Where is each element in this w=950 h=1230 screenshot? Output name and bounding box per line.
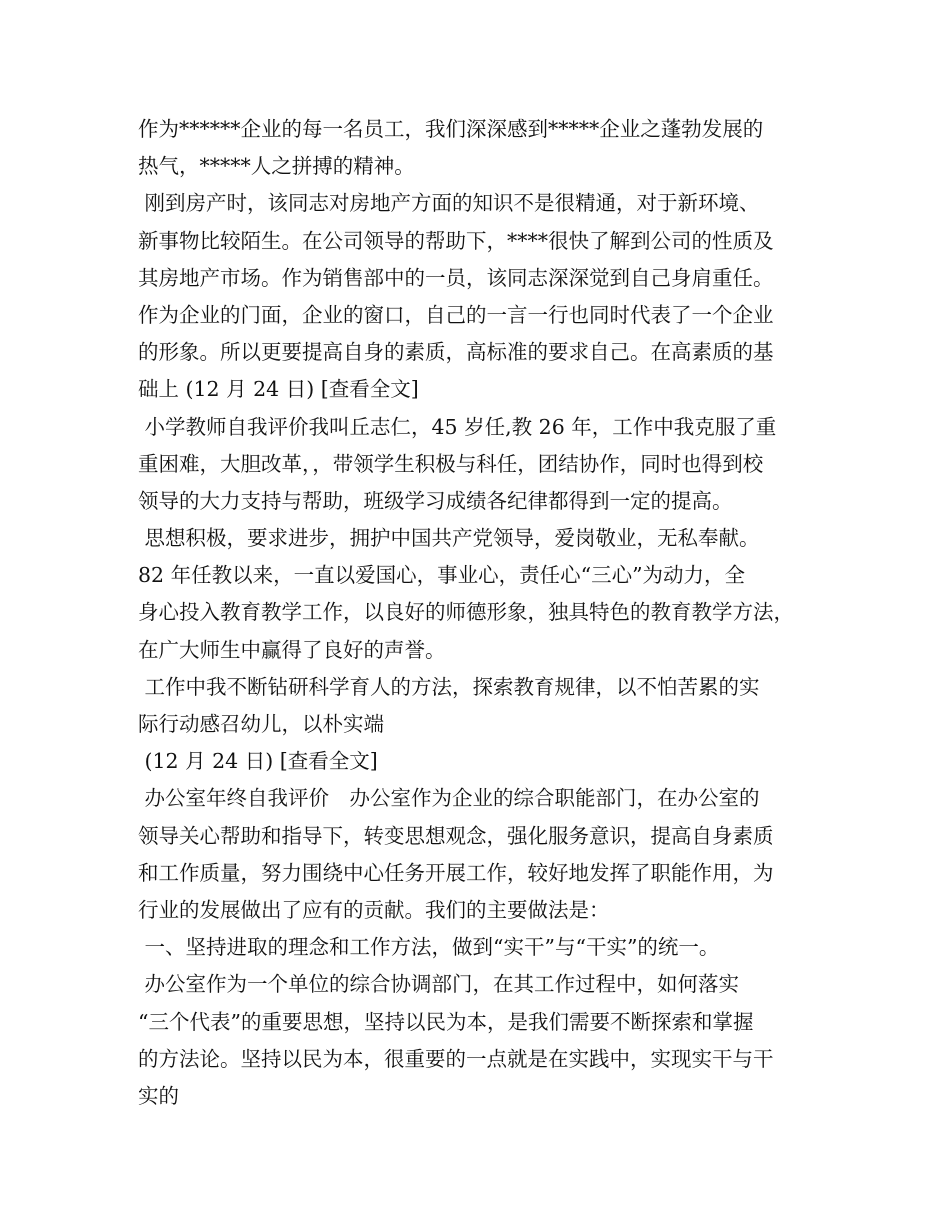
text-line-27: 实的 <box>138 1083 179 1108</box>
text-line-9: 小学教师自我评价我叫丘志仁，45 岁任,教 26 年，工作中我克服了重 <box>138 414 777 439</box>
text-line-11: 领导的大力支持与帮助，班级学习成绩各纪律都得到一定的提高。 <box>138 488 733 513</box>
text-line-26: 的方法论。坚持以民为本，很重要的一点就是在实践中，实现实干与干 <box>138 1046 774 1071</box>
text-line-16: 工作中我不断钻研科学育人的方法，探索教育规律，以不怕苦累的实 <box>138 674 760 699</box>
text-line-23: 一、坚持进取的理念和工作方法，做到“实干”与“干实”的统一。 <box>138 935 720 960</box>
text-line-15: 在广大师生中赢得了良好的声誉。 <box>138 637 446 662</box>
text-line-7: 的形象。所以更要提高自身的素质，高标准的要求自己。在高素质的基 <box>138 340 774 365</box>
text-line-20: 领导关心帮助和指导下，转变思想观念，强化服务意识，提高自身素质 <box>138 823 774 848</box>
text-line-24: 办公室作为一个单位的综合协调部门，在其工作过程中，如何落实 <box>138 972 740 997</box>
text-line-1: 作为******企业的每一名员工，我们深深感到*****企业之蓬勃发展的 <box>138 117 764 141</box>
text-line-8: 础上 (12 月 24 日) [查看全文] <box>138 377 419 402</box>
text-line-2: 热气，*****人之拼搏的精神。 <box>138 154 415 179</box>
document-body <box>138 111 828 1115</box>
text-line-12: 思想积极，要求进步，拥护中国共产党领导，爱岗敬业，无私奉献。 <box>138 526 760 551</box>
text-line-14: 身心投入教育教学工作，以良好的师德形象，独具特色的教育教学方法， <box>138 600 794 625</box>
text-line-18: (12 月 24 日) [查看全文] <box>138 749 378 774</box>
text-line-22: 行业的发展做出了应有的贡献。我们的主要做法是： <box>138 897 610 922</box>
text-line-3: 刚到房产时，该同志对房地产方面的知识不是很精通，对于新环境、 <box>138 191 760 216</box>
text-line-10: 重困难，大胆改革，，带领学生积极与科任，团结协作，同时也得到校 <box>138 451 764 476</box>
text-line-25: “三个代表”的重要思想，坚持以民为本，是我们需要不断探索和掌握 <box>138 1009 754 1034</box>
text-line-19: 办公室年终自我评价 办公室作为企业的综合职能部门，在办公室的 <box>138 786 760 811</box>
text-line-13: 82 年任教以来，一直以爱国心，事业心，责任心“三心”为动力，全 <box>138 563 746 588</box>
text-line-6: 作为企业的门面，企业的窗口，自己的一言一行也同时代表了一个企业 <box>138 302 774 327</box>
text-line-4: 新事物比较陌生。在公司领导的帮助下，****很快了解到公司的性质及 <box>138 228 774 253</box>
text-line-21: 和工作质量，努力围绕中心任务开展工作，较好地发挥了职能作用，为 <box>138 860 774 885</box>
text-line-5: 其房地产市场。作为销售部中的一员，该同志深深觉到自己身肩重任。 <box>138 265 774 290</box>
text-line-17: 际行动感召幼儿，以朴实端 <box>138 712 384 736</box>
